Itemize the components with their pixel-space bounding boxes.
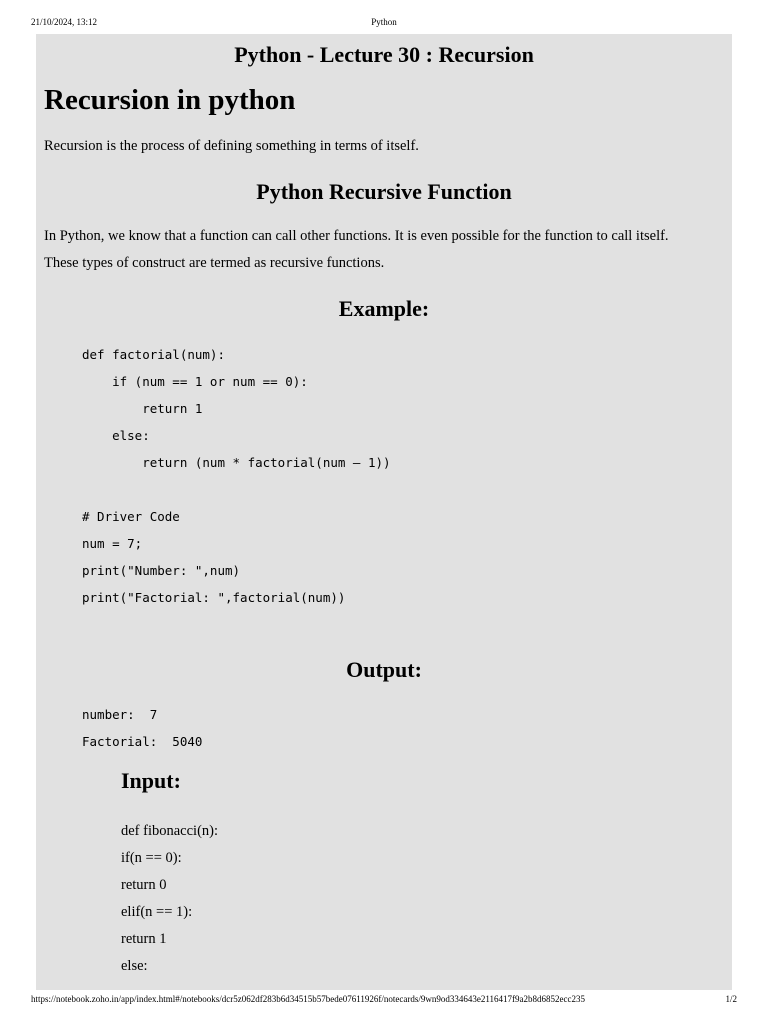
section-heading: Python Recursive Function [256,179,512,204]
example-code-block [82,341,391,611]
code-line: print("Number: ",num) [82,563,241,578]
output-line: Factorial: 5040 [82,734,203,749]
print-header [31,17,737,31]
code-line: # Driver Code [82,509,180,524]
output-line: number: 7 [82,707,158,722]
example-heading: Example: [338,296,430,321]
code-line: if (num == 1 or num == 0): [82,374,308,389]
input-line: else: [121,958,148,974]
page-url: https://notebook.zoho.in/app/index.html#/notebooks/dcr5z062df283b6d34515b57bede07611926f/notecards/9wn9od334643e2116417f9a2b8d6852ecc235 [31,994,585,1004]
code-line: return (num * factorial(num – 1)) [82,455,391,470]
print-date: 21/10/2024, 13:12 [31,17,98,27]
code-line: else: [82,428,150,443]
input-line: def fibonacci(n): [121,823,219,839]
main-heading: Recursion in python [44,84,296,116]
section-paragraph-line: These types of construct are termed as recursive functions. [44,255,385,271]
code-line: def factorial(num): [82,347,225,362]
document-page [36,34,732,990]
output-code-block [82,701,202,755]
page-number: 1/2 [725,994,737,1004]
page-title: Python - Lecture 30 : Recursion [234,42,534,67]
input-line: return 1 [121,931,167,947]
code-line: num = 7; [82,536,143,551]
input-line: if(n == 0): [121,850,182,866]
code-line: return 1 [82,401,203,416]
code-line: print("Factorial: ",factorial(num)) [82,590,346,605]
intro-paragraph: Recursion is the process of defining something in terms of itself. [44,138,419,154]
print-title: Python [371,17,397,27]
code-line [82,476,391,503]
input-heading: Input: [121,768,181,793]
input-code-block [121,818,218,980]
section-paragraph [44,223,724,277]
section-paragraph-line: In Python, we know that a function can call other functions. It is even possible for the function to call itself. [44,228,669,244]
input-line: elif(n == 1): [121,904,193,920]
output-heading: Output: [346,657,422,682]
input-line: return 0 [121,877,167,893]
print-footer [31,994,737,1008]
